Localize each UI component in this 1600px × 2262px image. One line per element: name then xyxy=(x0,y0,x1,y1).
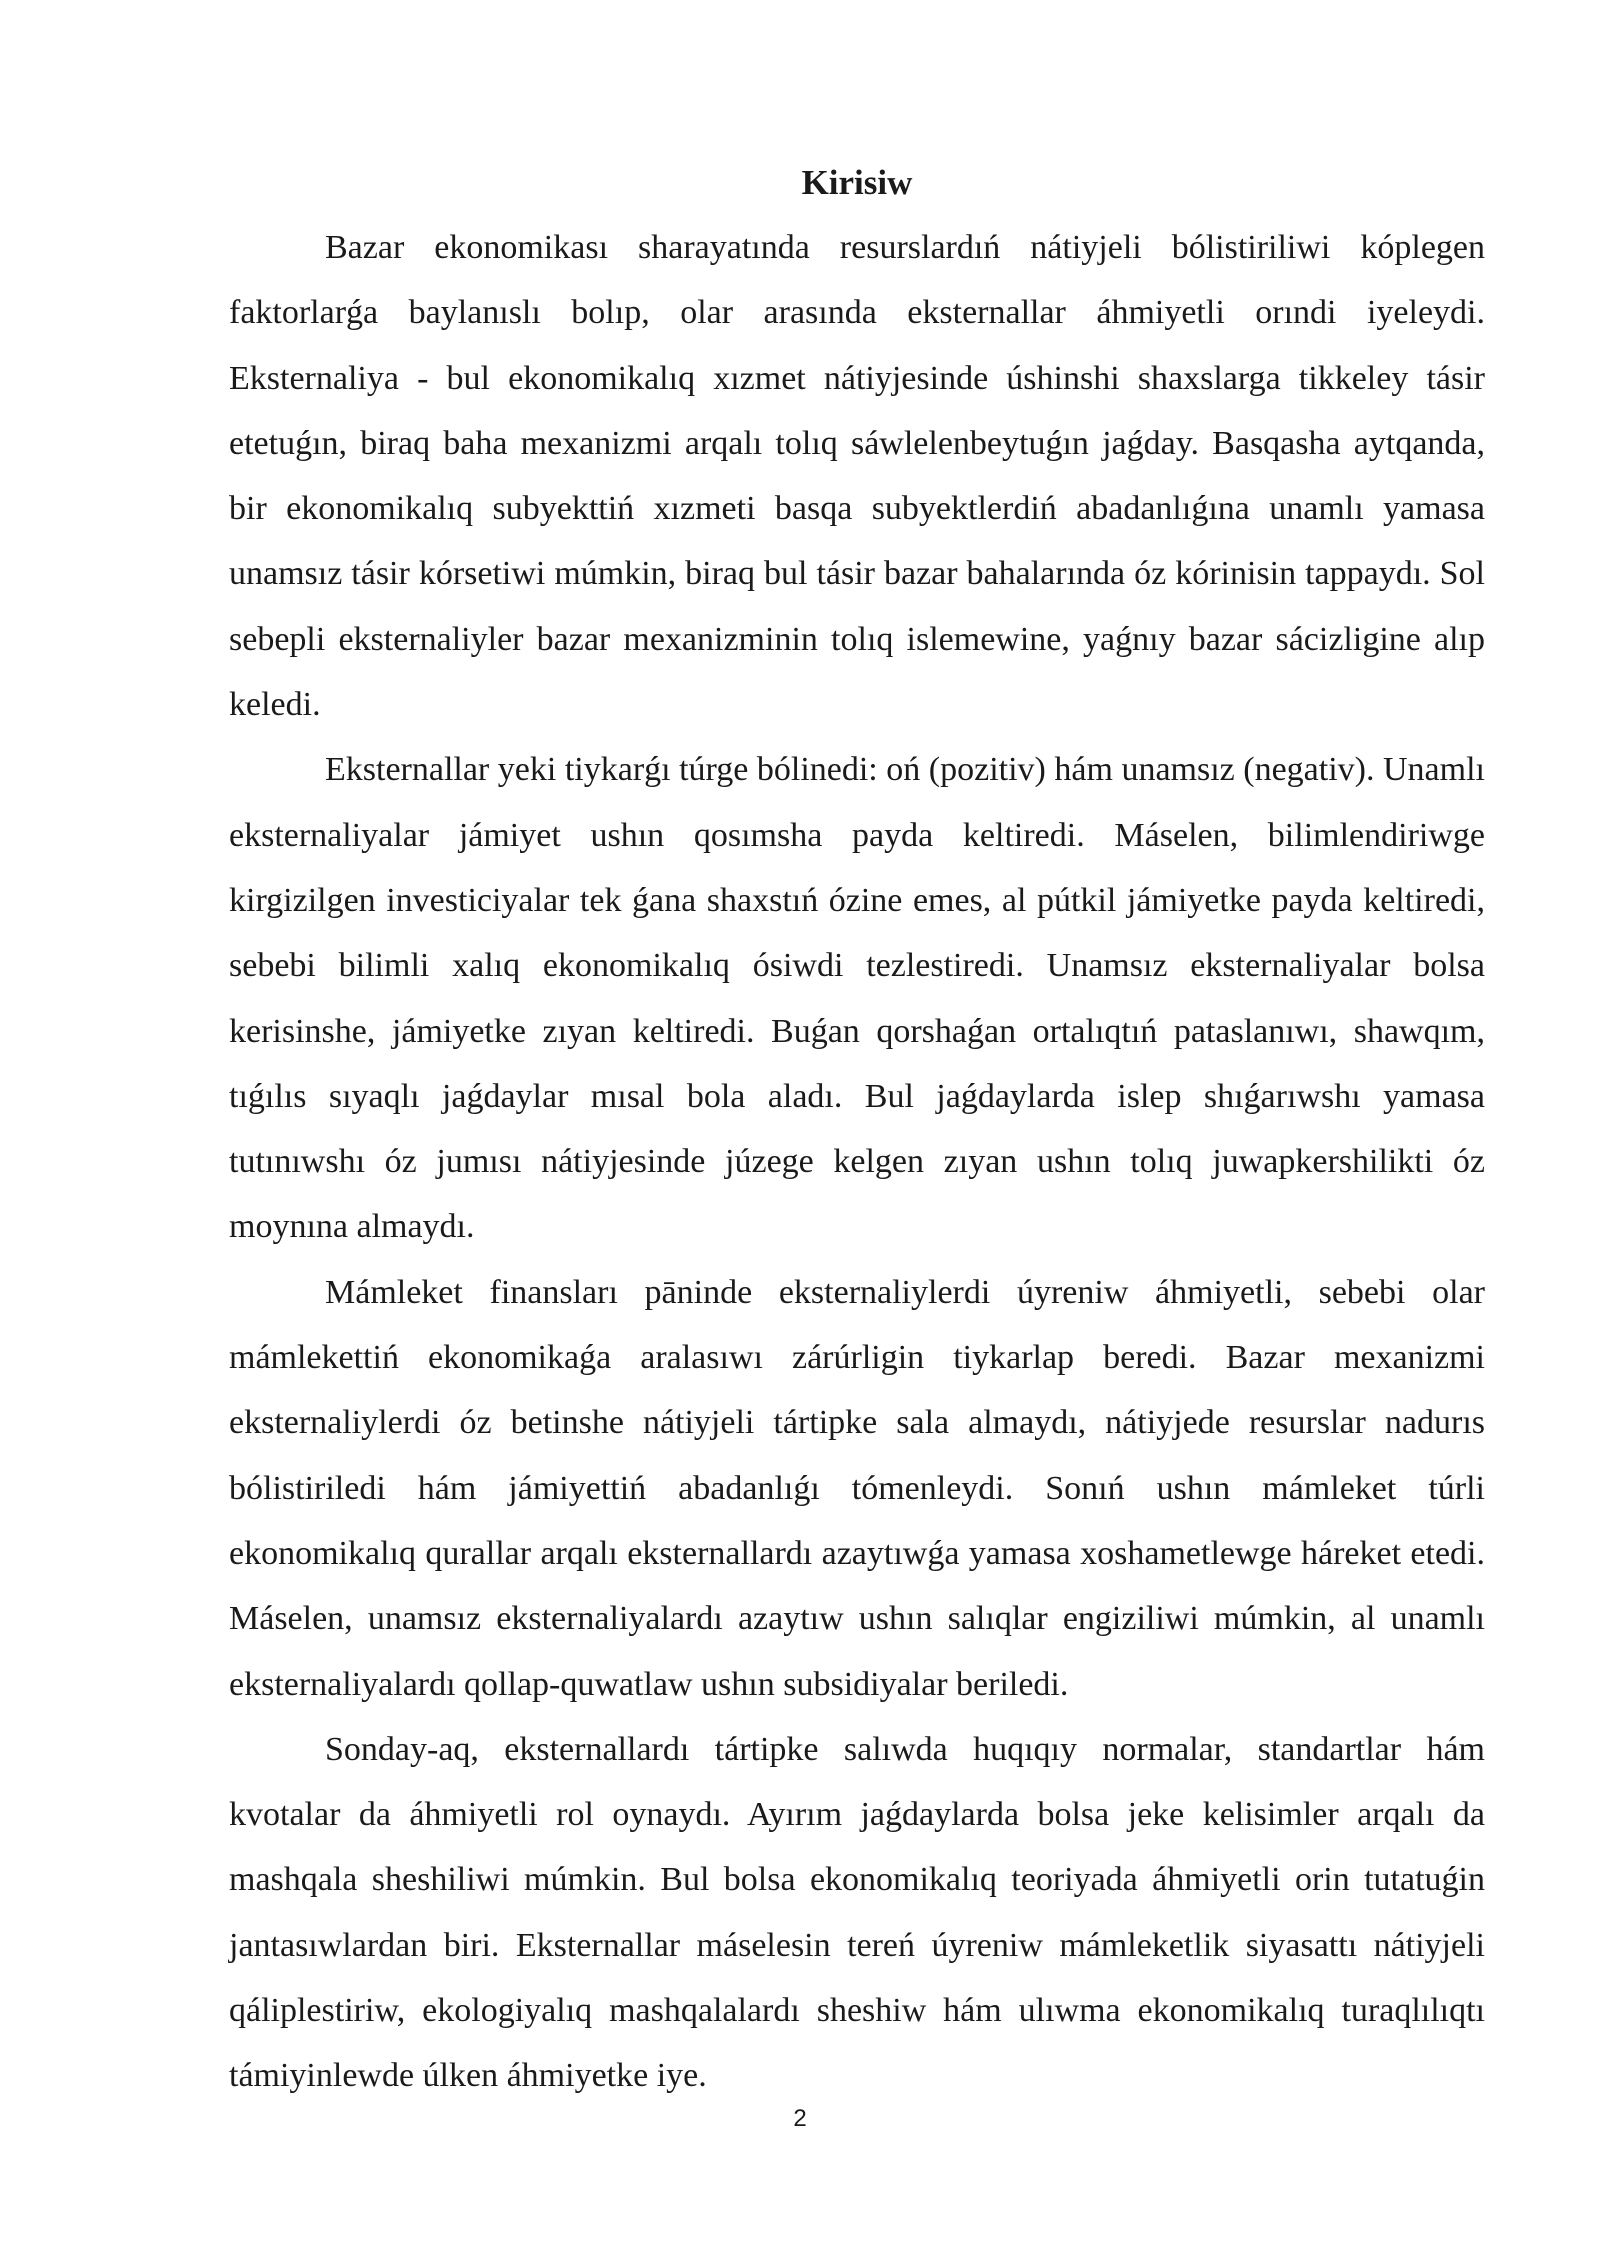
paragraph-4: Sonday-aq, eksternallardı tártipke salıwda huqıqıy normalar, standartlar hám kvotalar da áhmiyetli rol oynaydı. Ayırım jaǵdaylarda bolsa jeke kelisimler arqalı da mashqala sheshiliwi múmkin. Bul bolsa ekonomikalıq teoriyada áhmiyetli orin tutatuǵin jantasıwlardan biri. Eksternallar máselesin tereń úyreniw mámleketlik siyasattı nátiyjeli qáliplestiriw, ekologiyalıq mashqalalardı sheshiw hám ulıwma ekonomikalıq turaqlılıqtı támiyinlewde úlken áhmiyetke iye. xyxy=(229,1730,1485,2095)
document-body xyxy=(229,150,1485,2109)
paragraph-1: Bazar ekonomikası sharayatında resurslardıń nátiyjeli bólistiriliwi kóplegen faktorlarǵa baylanıslı bolıp, olar arasında eksternallar áhmiyetli orındi iyeleydi. Eksternaliya - bul ekonomikalıq xızmet nátiyjesinde úshinshi shaxslarga tikkeley tásir etetuǵın, biraq baha mexanizmi arqalı tolıq sáwlelenbeytuǵın jaǵday. Basqasha aytqanda, bir ekonomikalıq subyekttiń xızmeti basqa subyektlerdiń abadanlıǵına unamlı yamasa unamsız tásir kórsetiwi múmkin, biraq bul tásir bazar bahalarında óz kórinisin tappaydı. Sol sebepli eksternaliyler bazar mexanizminin tolıq islemewine, yaǵnıy bazar sácizligine alıp keledi. xyxy=(229,229,1485,724)
page-title: Kirisiw xyxy=(801,163,913,202)
paragraph-2: Eksternallar yeki tiykarǵı túrge bólinedi: oń (pozitiv) hám unamsız (negativ). Unamlı eksternaliyalar jámiyet ushın qosımsha payda keltiredi. Máselen, bilimlendiriwge kirgizilgen investiciyalar tek ǵana shaxstıń ózine emes, al pútkil jámiyetke payda keltiredi, sebebi bilimli xalıq ekonomikalıq ósiwdi tezlestiredi. Unamsız eksternaliyalar bolsa kerisinshe, jámiyetke zıyan keltiredi. Buǵan qorshaǵan ortalıqtıń pataslanıwı, shawqım, tıǵılıs sıyaqlı jaǵdaylar mısal bola aladı. Bul jaǵdaylarda islep shıǵarıwshı yamasa tutınıwshı óz jumısı nátiyjesinde júzege kelgen zıyan ushın tolıq juwapkershilikti óz moynına almaydı. xyxy=(229,751,1485,1246)
page-number: 2 xyxy=(793,2105,807,2132)
paragraph-3: Mámleket finansları pāninde eksternaliylerdi úyreniw áhmiyetli, sebebi olar mámlekettiń ekonomikaǵa aralasıwı zárúrligin tiykarlap beredi. Bazar mexanizmi eksternaliylerdi óz betinshe nátiyjeli tártipke sala almaydı, nátiyjede resurslar nadurıs bólistiriledi hám jámiyettiń abadanlıǵı tómenleydi. Sonıń ushın mámleket túrli ekonomikalıq qurallar arqalı eksternallardı azaytıwǵa yamasa xoshametlewge háreket etedi. Máselen, unamsız eksternaliyalardı azaytıw ushın salıqlar engiziliwi múmkin, al unamlı eksternaliyalardı qollap-quwatlaw ushın subsidiyalar beriledi. xyxy=(229,1273,1485,1703)
